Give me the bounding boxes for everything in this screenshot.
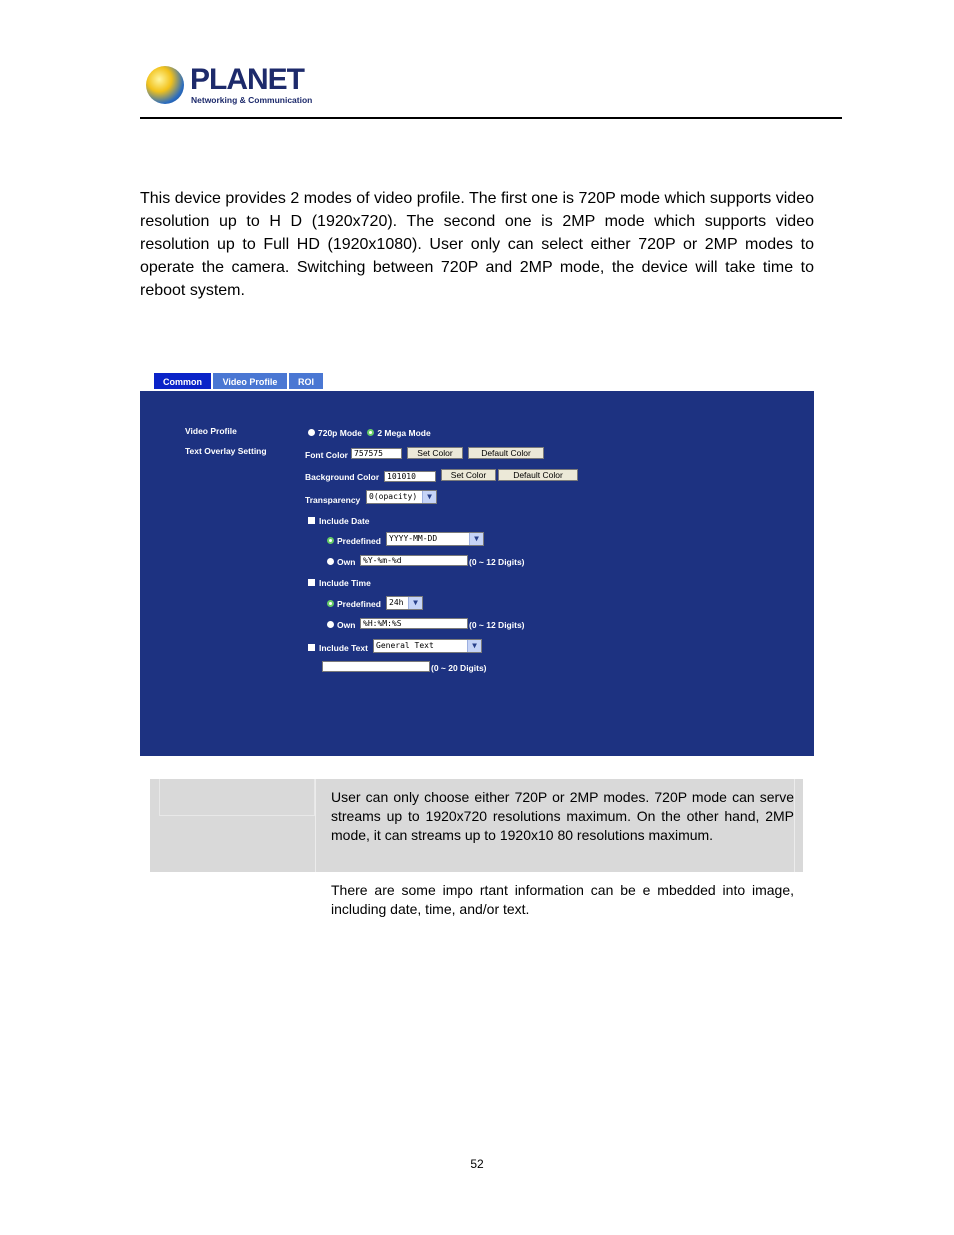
page-number: 52 — [470, 1157, 484, 1171]
time-own-radio[interactable] — [327, 621, 334, 628]
date-predefined-radio[interactable] — [327, 537, 334, 544]
font-color-label: Font Color — [305, 450, 348, 460]
font-default-color-button[interactable]: Default Color — [468, 447, 544, 459]
include-text-label: Include Text — [319, 643, 368, 653]
text-type-value: General Text — [376, 641, 434, 650]
globe-icon — [146, 66, 184, 104]
tab-video-profile[interactable]: Video Profile — [212, 372, 288, 390]
brand-tagline: Networking & Communication — [191, 95, 313, 105]
include-date-checkbox[interactable] — [308, 517, 315, 524]
settings-panel — [140, 391, 814, 756]
chevron-down-icon: ▼ — [467, 640, 481, 652]
include-time-checkbox[interactable] — [308, 579, 315, 586]
column-divider — [315, 779, 316, 872]
tab-roi[interactable]: ROI — [288, 372, 324, 390]
video-profile-description: User can only choose either 720P or 2MP modes. 720P mode can serve streams up to 1920x720 resolutions maximum. On the other hand, 2MP mode, it can streams up to 1920x10 80 resolutions maximum. — [331, 789, 794, 843]
text-overlay-description: There are some impo rtant information can be e mbedded into image, including date, time, and/or text. — [331, 882, 794, 917]
date-predefined-label: Predefined — [337, 536, 381, 546]
transparency-select[interactable] — [366, 490, 437, 504]
mode-radio-group — [308, 428, 431, 439]
background-color-input[interactable]: 101010 — [384, 471, 436, 482]
time-own-label: Own — [337, 620, 356, 630]
planet-logo — [146, 63, 313, 108]
chevron-down-icon: ▼ — [408, 597, 422, 609]
mode-720p-label: 720p Mode — [318, 428, 362, 438]
include-time-label: Include Time — [319, 578, 371, 588]
include-text-row — [308, 643, 368, 654]
mode-2mp-radio[interactable] — [367, 429, 374, 436]
column-divider — [794, 779, 795, 872]
include-date-row — [308, 516, 370, 527]
date-own-radio[interactable] — [327, 558, 334, 565]
mode-2mp-label: 2 Mega Mode — [377, 428, 431, 438]
table-name-cell — [159, 779, 315, 816]
include-date-label: Include Date — [319, 516, 370, 526]
brand-name: PLANET — [190, 63, 304, 96]
background-default-color-button[interactable]: Default Color — [498, 469, 578, 481]
text-overlay-label: Text Overlay Setting — [185, 446, 267, 456]
date-format-value: YYYY-MM-DD — [389, 534, 438, 543]
font-color-input[interactable]: 757575 — [351, 448, 402, 459]
date-own-row — [327, 557, 355, 568]
video-profile-label: Video Profile — [185, 426, 237, 436]
date-predefined-row — [327, 536, 381, 547]
transparency-value: 0(opacity) — [369, 492, 418, 501]
time-predefined-radio[interactable] — [327, 600, 334, 607]
time-own-input[interactable]: %H:%M:%S — [360, 618, 468, 629]
font-set-color-button[interactable]: Set Color — [407, 447, 463, 459]
date-format-select[interactable] — [386, 532, 484, 546]
overlay-text-input[interactable] — [322, 661, 430, 672]
chevron-down-icon: ▼ — [422, 491, 436, 503]
header-divider — [140, 117, 842, 119]
date-own-label: Own — [337, 557, 356, 567]
intro-paragraph: This device provides 2 modes of video profile. The first one is 720P mode which supports video resolution up to H D (1920x720). The second one is 2MP mode which supports video resolution up to Full HD (1920x1080). User only can select either 720P or 2MP modes to operate the camera. Switching between 720P and 2MP mode, the device will take time to reboot system. — [140, 190, 814, 299]
text-type-select[interactable] — [373, 639, 482, 653]
tab-common[interactable]: Common — [153, 372, 212, 390]
transparency-label: Transparency — [305, 495, 361, 505]
tab-bar — [153, 372, 324, 390]
chevron-down-icon: ▼ — [469, 533, 483, 545]
time-predefined-row — [327, 599, 381, 610]
include-time-row — [308, 578, 371, 589]
date-own-input[interactable]: %Y-%m-%d — [360, 555, 468, 566]
time-format-value: 24h — [389, 598, 404, 607]
date-digits-hint: (0 ~ 12 Digits) — [469, 557, 525, 567]
mode-720p-radio[interactable] — [308, 429, 315, 436]
background-color-label: Background Color — [305, 472, 380, 482]
time-digits-hint: (0 ~ 12 Digits) — [469, 620, 525, 630]
text-digits-hint: (0 ~ 20 Digits) — [431, 663, 487, 673]
time-own-row — [327, 620, 355, 631]
time-predefined-label: Predefined — [337, 599, 381, 609]
include-text-checkbox[interactable] — [308, 644, 315, 651]
time-format-select[interactable] — [386, 596, 423, 610]
background-set-color-button[interactable]: Set Color — [441, 469, 496, 481]
